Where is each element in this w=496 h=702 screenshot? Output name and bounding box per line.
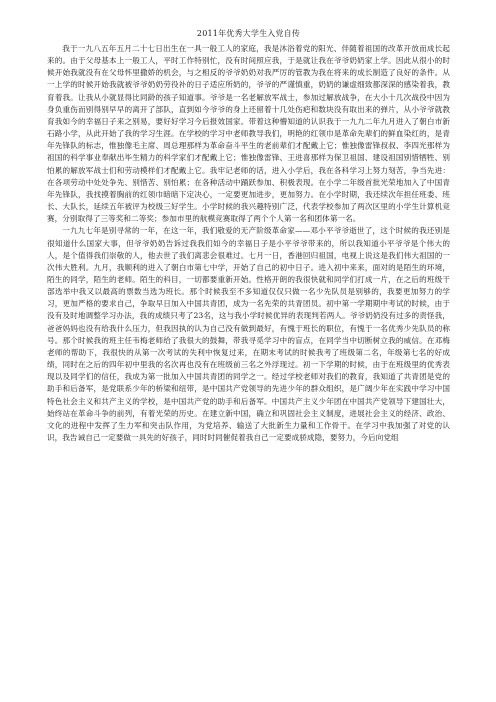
paragraph-2: 一九九七年是别寻常的一年，在这一年，我们敬爱的无产阶级革命家——邓小平爷爷逝世了，这个时候的我还别是很知道什么国家大事，但爷爷奶奶告诉过我我们如今的幸福日子是小平爷爷带来的，所以我知道小平爷爷是个伟大的人，是个值得我们崇敬的人，他去世了我们离悲会很难过。七月一日，香港回归祖国，电视上说这是我们伟大祖国的一次伟大胜利。九月，我顺利的进入了朝白市第七中学，开始了自己的初中日子。进入初中来来，面对的是陌生的环境，陌生的同学，陌生的老师。陌生的科目，一切都要重新开始。性格开朗的我很快就和同学们打成一片，在之后的班级干部选举中我又以最高的票数当选为班长。那个时候我至不多知道仅仅只做一名少先队员是别够的，我要更加努力的学习，更加严格的要求自己，争取早日加入中国共青团，成为一名先荣的共青团员。初中第一学期期中考试的时候，由于没有及时地调整学习办法，我的成绩只考了23名，这与我小学时候优异的表现判若两人。爷爷奶奶没有过多的责怪我，爸爸妈妈也没有给我什么压力，但我因执的认为自己没有做到最好，有愧于班长的职位，有愧于一名优秀少先队员的称号。那个时候我的班主任韦梅老师给了我很大的鼓舞，带我寻觅学习中的盲点，在同学当中切断树立我的威信。在邓梅老师的帮助下，我很快的从第一次考试的失利中恢复过来，在期末考试的时候我考了班级第二名，年级第七名的好成绩，同时在之后的四年初中里我的名次再也没有在班级前三名之外浮现过。初一下学期的时候，由于在班级里的优秀表现以及同学们的信任，我成为第一批加入中国共青团的同学之一。经过学校老师对我们的教育，我知道了共青团是党的助手和后备军，是党联系少年的桥梁和纽带，是中国共产党领导的先进少年的群众组织，是广阔少年在实践中学习中国特色社会主义和共产主义的学校，是中国共产党的助手和后备军。中国共产主义少年团在中国共产党领导下建国壮大，始终站在革命斗争的前列，有着光荣的历史。在建立新中国，确立和巩固社会主义制度，进展社会主义的经济、政治、文化的进程中发挥了生力军和突击队作用，为党培养、输送了大批新生力量和工作骨干。在学习中我加强了对党的认识，我告诫自己一定要做一具先的好孩子，同时时同催促着我自己一定要成骄成隐，要努力，今后向党组 <box>47 226 450 442</box>
paragraph-1: 我于一九八五年五月二十七日出生在一具一般工人的家庭，我是沐浴着党的阳光、伴随着祖国的改革开放而成长起来的。由于父母基本上一般工人，平时工作特别忙，没有时间照应我，于是就让我在爷爷奶奶家上学。因此从很小的时候开始我就没有在父母怀里撒娇的机会，与之相反的爷爷奶奶对我严厉的管教为我在将来的成长制造了良好的条件。从一上学的时候开始我就被爷爷奶奶劳役补的日子适应所奶的，爷爷的严谨慎重，奶奶的谦虚细致都深深的感染着我，教育着我。让我从小就显得比同龄的孩子知道事。爷爷是一名老解放军战士，参加过解放战争，在大小十几次战役中因为身负重伤而别得别早早的离开了部队，直到如今爷爷的身上还留着十几处伤疤和数块没有取出来的弹片，从小爷爷就教育我如今的幸福日子来之别易，要好好学习今后报效国家。带着这种懵知道的认识我于一九九二年九月进入了朝白市新石路小学，从此开始了我的学习生涯。在学校的学习中老师教导我们，明艳的红领巾是革命先辈们的鲜血染红的，是青年先锋队的标志，惟独像毛主席、周总理那样为革命奋斗平生的老前辈们才配戴上它；惟独像雷锋叔叔、李四光那样为祖国的科学事业奉献出毕生精力的科学家们才配戴上它；惟独像雷锋、王进喜那样为保卫祖国、建设祖国别惜牺牲、别怕累的解放军战士们和劳动模样们才配戴上它。我牢记老师的话，进入小学后，我在各科学习上努力刻苦，争当先进：在各项劳动中处处争先、别惜苦、别怕累；在各种活动中踊跃参加、积极表现。在小学二年级首批光荣地加入了中国青年先锋队，我找摸着胸前的红领巾暗暗下定决心，一定要更加进步，更加努力。在小学时期，我还续次年担任班委、班长、大队长，延续五年被评为校级三好学生。小学时候的我兴趣特别广泛，代表学校参加了两次区里的小学生计算机竞赛，分别取得了三等奖和二等奖；参加市里的航模竞赛取得了两个个人第一名和团体第一名。 <box>47 44 450 224</box>
document-title: 2011年优秀大学生入党自传 <box>196 29 301 38</box>
